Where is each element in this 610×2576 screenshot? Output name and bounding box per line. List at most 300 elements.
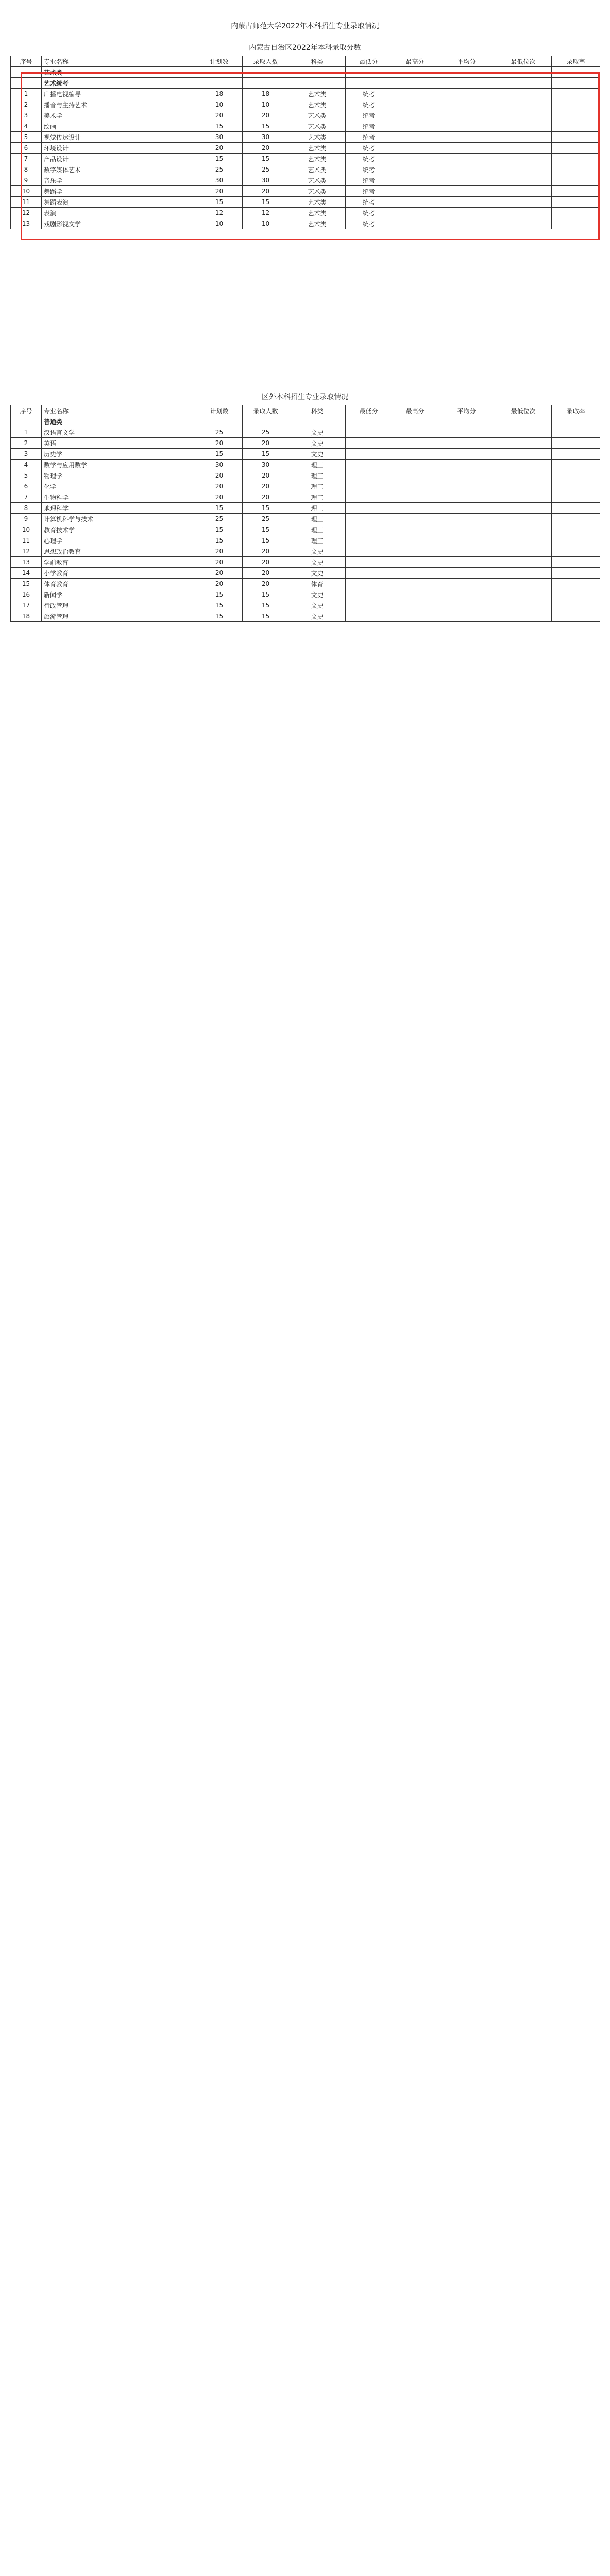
table-cell: 文史 [289,568,346,579]
table-cell [552,481,600,492]
table-cell: 旅游管理 [42,611,196,622]
table-cell: 15 [196,121,243,132]
table-row [11,524,600,535]
table-cell: 艺术类 [289,197,346,208]
table-cell: 14 [11,568,42,579]
table-cell: 30 [243,460,289,470]
table-cell: 18 [196,89,243,99]
table-row [11,535,600,546]
table-cell [438,449,495,460]
table-row [11,611,600,622]
table-cell: 文史 [289,427,346,438]
table-cell: 4 [11,121,42,132]
table-cell [392,600,438,611]
table-cell: 统考 [346,208,392,218]
table-cell [346,470,392,481]
table-cell: 艺术类 [289,175,346,186]
table-cell [392,524,438,535]
table-cell [392,568,438,579]
table-cell: 地理科学 [42,503,196,514]
table-cell [552,514,600,524]
table-cell [346,546,392,557]
table-cell [552,470,600,481]
table-cell [495,600,552,611]
table-cell [392,449,438,460]
table-row [11,600,600,611]
column-header: 计划数 [196,405,243,416]
table-cell: 30 [196,132,243,143]
table-cell [495,481,552,492]
table-cell [438,589,495,600]
column-header: 最低分 [346,56,392,67]
table-cell: 艺术类 [289,154,346,164]
table-cell: 12 [243,208,289,218]
table-cell: 6 [11,481,42,492]
table-cell [392,416,438,427]
table-cell [552,460,600,470]
table-cell [552,492,600,503]
column-header: 最低位次 [495,405,552,416]
table-cell: 9 [11,514,42,524]
table2-title: 区外本科招生专业录取情况 [262,393,348,401]
table-cell: 视觉传达设计 [42,132,196,143]
table-cell: 15 [11,579,42,589]
table-cell: 15 [243,600,289,611]
table-cell: 20 [243,546,289,557]
table-cell: 8 [11,164,42,175]
table-cell: 25 [243,164,289,175]
table2 [10,405,600,622]
table-cell: 15 [243,535,289,546]
table-cell: 教育技术学 [42,524,196,535]
table-cell: 12 [11,546,42,557]
column-header: 科类 [289,56,346,67]
table-cell: 文史 [289,611,346,622]
table-cell: 5 [11,470,42,481]
column-header: 录取率 [552,56,600,67]
table-cell: 理工 [289,503,346,514]
table-cell: 25 [196,164,243,175]
table-cell: 表演 [42,208,196,218]
table-cell: 统考 [346,218,392,229]
table-cell: 环境设计 [42,143,196,154]
table-row [11,568,600,579]
table-cell: 计算机科学与技术 [42,514,196,524]
table-cell: 30 [243,132,289,143]
table-cell: 艺术类 [289,110,346,121]
table-cell: 统考 [346,164,392,175]
table-cell: 20 [196,186,243,197]
table-cell: 25 [243,427,289,438]
column-header: 序号 [11,405,42,416]
table-cell [552,557,600,568]
table-cell: 普通类 [42,416,196,427]
table-cell [552,535,600,546]
table-cell: 25 [196,514,243,524]
table-cell [495,503,552,514]
table-cell: 理工 [289,535,346,546]
table-cell: 艺术类 [289,186,346,197]
column-header: 录取率 [552,405,600,416]
table-row [11,514,600,524]
table-cell [438,416,495,427]
table-cell [438,524,495,535]
table-cell: 15 [196,524,243,535]
table-cell: 20 [196,579,243,589]
table-cell: 20 [243,579,289,589]
table-cell [438,611,495,622]
table-cell: 戏剧影视文学 [42,218,196,229]
table-cell: 3 [11,449,42,460]
table-cell [392,514,438,524]
table-cell [438,535,495,546]
table-cell: 思想政治教育 [42,546,196,557]
table-cell: 11 [11,197,42,208]
table-cell: 11 [11,535,42,546]
table-cell [552,568,600,579]
table-cell: 20 [196,557,243,568]
table-cell: 20 [243,438,289,449]
table-cell [392,557,438,568]
table-cell: 20 [196,110,243,121]
table-cell: 25 [196,427,243,438]
table-cell: 15 [196,449,243,460]
table-cell: 小学教育 [42,568,196,579]
table-cell [346,535,392,546]
table-cell: 7 [11,492,42,503]
table-cell: 20 [196,481,243,492]
table-cell: 绘画 [42,121,196,132]
table-row [11,481,600,492]
table-cell [346,427,392,438]
table-cell [495,427,552,438]
table-cell: 20 [196,492,243,503]
table-cell: 美术学 [42,110,196,121]
table-cell [438,481,495,492]
table-cell: 15 [243,121,289,132]
table-cell: 艺术类 [289,143,346,154]
table-cell: 理工 [289,492,346,503]
table-cell: 20 [243,492,289,503]
column-header: 专业名称 [42,405,196,416]
table-cell: 艺术类 [289,208,346,218]
table-cell [438,557,495,568]
table-cell: 汉语言文学 [42,427,196,438]
table-cell: 文史 [289,449,346,460]
table-cell: 15 [243,611,289,622]
table-cell: 20 [243,470,289,481]
table-cell: 文史 [289,546,346,557]
table-cell [346,460,392,470]
table-cell [552,449,600,460]
table-cell: 统考 [346,143,392,154]
table-cell: 30 [196,460,243,470]
table-cell [552,427,600,438]
table-cell [346,611,392,622]
table-cell [495,416,552,427]
table-cell [392,535,438,546]
table-cell [552,546,600,557]
table-cell [438,460,495,470]
table-cell [552,611,600,622]
table-cell: 7 [11,154,42,164]
table-cell [392,481,438,492]
table-cell [438,503,495,514]
table-cell [438,568,495,579]
table-cell: 理工 [289,481,346,492]
table-cell: 15 [196,600,243,611]
table-cell: 16 [11,589,42,600]
table-cell: 20 [196,546,243,557]
table-cell: 新闻学 [42,589,196,600]
table-cell: 理工 [289,470,346,481]
table-cell: 20 [243,143,289,154]
table-cell: 统考 [346,186,392,197]
table-cell: 艺术统考 [42,78,196,89]
table-cell: 广播电视编导 [42,89,196,99]
table-cell: 9 [11,175,42,186]
section-row [11,416,600,427]
table-cell [552,438,600,449]
table-cell: 15 [196,535,243,546]
table-cell: 12 [196,208,243,218]
table-cell: 10 [11,186,42,197]
table-cell: 15 [243,589,289,600]
table1-title: 内蒙古自治区2022年本科录取分数 [249,44,361,52]
table-cell: 生物科学 [42,492,196,503]
table-row [11,557,600,568]
table-cell: 统考 [346,197,392,208]
table-cell: 10 [196,218,243,229]
table-cell: 18 [243,89,289,99]
table-cell: 物理学 [42,470,196,481]
table-cell: 15 [243,154,289,164]
table-cell: 13 [11,218,42,229]
table-cell: 行政管理 [42,600,196,611]
table-cell [392,427,438,438]
table-cell: 15 [243,524,289,535]
table-cell: 统考 [346,99,392,110]
table-cell [552,589,600,600]
table-cell: 10 [196,99,243,110]
table-cell: 15 [243,503,289,514]
column-header: 最低分 [346,405,392,416]
table-cell: 文史 [289,557,346,568]
table-cell [392,460,438,470]
table-cell: 20 [196,438,243,449]
table-cell: 30 [196,175,243,186]
table-cell: 3 [11,110,42,121]
table-cell: 艺术类 [289,132,346,143]
table-cell: 20 [196,143,243,154]
table-cell: 理工 [289,460,346,470]
table-cell [346,557,392,568]
table-cell [289,416,346,427]
table-row [11,503,600,514]
table-cell: 10 [243,218,289,229]
table-cell [495,492,552,503]
table-cell: 13 [11,557,42,568]
table-cell [392,611,438,622]
table-cell [552,524,600,535]
table-cell: 15 [196,503,243,514]
table-cell: 舞蹈表演 [42,197,196,208]
table-cell: 统考 [346,110,392,121]
document-title: 内蒙古师范大学2022年本科招生专业录取情况 [231,22,379,30]
column-header: 录取人数 [243,405,289,416]
table-cell [438,600,495,611]
table-row [11,438,600,449]
table-cell: 5 [11,132,42,143]
table-cell [495,579,552,589]
table-cell [438,546,495,557]
table-cell [438,438,495,449]
table-cell: 2 [11,438,42,449]
table-cell: 10 [243,99,289,110]
table-cell: 舞蹈学 [42,186,196,197]
table-cell: 17 [11,600,42,611]
table-cell: 学前教育 [42,557,196,568]
table-cell: 20 [196,568,243,579]
table-cell: 英语 [42,438,196,449]
table-cell: 10 [11,524,42,535]
table-cell: 数学与应用数学 [42,460,196,470]
table-cell [346,568,392,579]
table-cell [495,611,552,622]
table-cell [346,514,392,524]
table-cell [346,481,392,492]
table-cell [495,557,552,568]
table-row [11,492,600,503]
highlight-box [21,72,600,240]
table-cell: 统考 [346,154,392,164]
table-cell [495,524,552,535]
table-cell [346,579,392,589]
table-row [11,579,600,589]
table-cell [392,503,438,514]
table-cell: 15 [243,449,289,460]
table-row [11,589,600,600]
table-cell [438,470,495,481]
table-cell: 20 [196,470,243,481]
table-cell [11,416,42,427]
table-row [11,427,600,438]
table-cell: 1 [11,427,42,438]
table-cell: 音乐学 [42,175,196,186]
table-cell: 艺术类 [289,121,346,132]
table-row [11,460,600,470]
table-cell: 体育教育 [42,579,196,589]
table-cell: 20 [243,568,289,579]
table-cell [392,438,438,449]
column-header: 最高分 [392,56,438,67]
table-cell [495,438,552,449]
table-cell: 统考 [346,121,392,132]
table-cell [196,416,243,427]
column-header: 录取人数 [243,56,289,67]
table-cell [495,568,552,579]
table-cell [495,546,552,557]
table-cell: 15 [196,154,243,164]
table-cell: 20 [243,186,289,197]
table-header-row [11,56,600,67]
table-cell: 统考 [346,89,392,99]
table-header-row [11,405,600,416]
table-cell [346,589,392,600]
table-cell [243,416,289,427]
table-cell [495,514,552,524]
table-cell: 统考 [346,132,392,143]
table-cell [438,492,495,503]
table-cell [346,492,392,503]
table-cell [392,470,438,481]
table-cell: 艺术类 [289,164,346,175]
table-cell: 20 [243,110,289,121]
table-cell: 6 [11,143,42,154]
table-cell [392,546,438,557]
table-cell [346,503,392,514]
table-cell: 4 [11,460,42,470]
column-header: 最高分 [392,405,438,416]
table-cell [346,416,392,427]
table-cell: 艺术类 [289,218,346,229]
table-cell [552,579,600,589]
table-cell [392,589,438,600]
table-cell: 艺术类 [289,89,346,99]
table-cell: 15 [243,197,289,208]
table-row [11,470,600,481]
table-cell: 文史 [289,438,346,449]
column-header: 平均分 [438,56,495,67]
table-cell: 12 [11,208,42,218]
table-row [11,449,600,460]
table-cell [392,492,438,503]
table-cell: 1 [11,89,42,99]
table-cell [438,514,495,524]
table-cell: 20 [243,557,289,568]
column-header: 最低位次 [495,56,552,67]
table-cell: 15 [196,611,243,622]
table-cell: 文史 [289,600,346,611]
table-cell: 产品设计 [42,154,196,164]
column-header: 科类 [289,405,346,416]
table-cell: 8 [11,503,42,514]
column-header: 专业名称 [42,56,196,67]
table-cell: 心理学 [42,535,196,546]
table-cell [552,416,600,427]
table-cell [495,449,552,460]
table-cell: 25 [243,514,289,524]
table-cell: 理工 [289,514,346,524]
column-header: 计划数 [196,56,243,67]
table-cell: 30 [243,175,289,186]
table-cell [346,438,392,449]
table-cell: 艺术类 [42,67,196,78]
table-cell [495,535,552,546]
table-cell [346,524,392,535]
table-cell [495,470,552,481]
column-header: 平均分 [438,405,495,416]
table-cell [346,449,392,460]
table-cell [438,579,495,589]
table-cell [495,460,552,470]
table-cell [552,503,600,514]
table-cell: 18 [11,611,42,622]
table-cell: 15 [196,197,243,208]
table-cell [438,427,495,438]
table-cell: 艺术类 [289,99,346,110]
table-cell: 播音与主持艺术 [42,99,196,110]
